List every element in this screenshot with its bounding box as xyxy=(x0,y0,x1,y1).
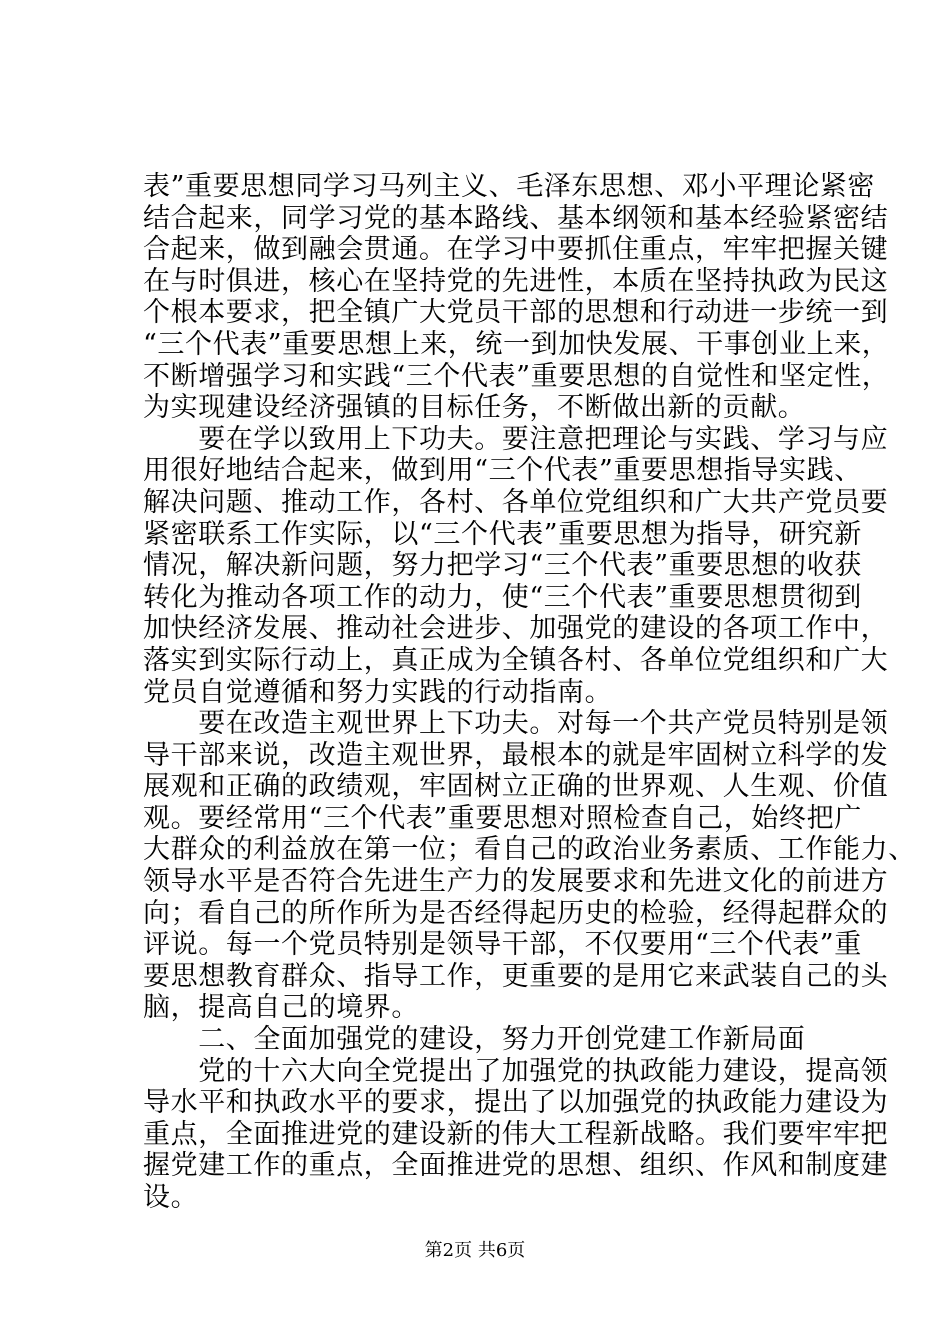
text-line: 向；看自己的所作所为是否经得起历史的检验，经得起群众的 xyxy=(143,897,889,929)
text-line: 用很好地结合起来，做到用“三个代表”重要思想指导实践、 xyxy=(143,455,862,487)
text-line: 解决问题、推动工作，各村、各单位党组织和广大共产党员要 xyxy=(143,486,889,518)
text-line: 展观和正确的政绩观，牢固树立正确的世界观、人生观、价值 xyxy=(143,771,889,803)
text-line: 要思想教育群众、指导工作，更重要的是用它来武装自己的头 xyxy=(143,960,889,992)
text-line: 情况，解决新问题，努力把学习“三个代表”重要思想的收获 xyxy=(143,550,862,582)
text-line: 领导水平是否符合先进生产力的发展要求和先进文化的前进方 xyxy=(143,866,889,898)
text-line: 脑，提高自己的境界。 xyxy=(143,992,419,1024)
text-line: 表”重要思想同学习马列主义、毛泽东思想、邓小平理论紧密 xyxy=(143,171,876,202)
text-line: 评说。每一个党员特别是领导干部，不仅要用“三个代表”重 xyxy=(143,929,862,961)
text-line: 握党建工作的重点，全面推进党的思想、组织、作风和制度建 xyxy=(143,1150,889,1182)
text-line: 在与时俱进，核心在坚持党的先进性，本质在坚持执政为民这 xyxy=(143,265,889,297)
text-line: 导干部来说，改造主观世界，最根本的就是牢固树立科学的发 xyxy=(143,739,889,771)
text-line: 党的十六大向全党提出了加强党的执政能力建设，提高领 xyxy=(143,1055,889,1087)
text-line: 加快经济发展、推动社会进步、加强党的建设的各项工作中， xyxy=(143,613,889,645)
text-line: 重点，全面推进党的建设新的伟大工程新战略。我们要牢牢把 xyxy=(143,1118,889,1150)
text-line: 结合起来，同学习党的基本路线、基本纲领和基本经验紧密结 xyxy=(143,202,889,234)
text-line: 转化为推动各项工作的动力，使“三个代表”重要思想贯彻到 xyxy=(143,581,862,613)
text-line: 要在学以致用上下功夫。要注意把理论与实践、学习与应 xyxy=(143,423,889,455)
text-line: 大群众的利益放在第一位；看自己的政治业务素质、工作能力、 xyxy=(143,834,916,866)
text-line: 观。要经常用“三个代表”重要思想对照检查自己，始终把广 xyxy=(143,802,862,834)
page-footer xyxy=(0,1240,950,1262)
text-line: 紧密联系工作实际，以“三个代表”重要思想为指导，研究新 xyxy=(143,518,862,550)
section-heading: 二、全面加强党的建设，努力开创党建工作新局面 xyxy=(143,1024,806,1056)
text-line: 为实现建设经济强镇的目标任务，不断做出新的贡献。 xyxy=(143,392,806,424)
text-line: 党员自觉遵循和努力实践的行动指南。 xyxy=(143,676,613,708)
text-line: 导水平和执政水平的要求，提出了以加强党的执政能力建设为 xyxy=(143,1087,889,1119)
text-line: 个根本要求，把全镇广大党员干部的思想和行动进一步统一到 xyxy=(143,297,889,329)
text-line: 落实到实际行动上，真正成为全镇各村、各单位党组织和广大 xyxy=(143,644,889,676)
page-indicator: 第2页 共6页 xyxy=(424,1240,526,1261)
text-line: “三个代表”重要思想上来，统一到加快发展、干事创业上来， xyxy=(143,328,890,360)
text-line: 要在改造主观世界上下功夫。对每一个共产党员特别是领 xyxy=(143,708,889,740)
text-line: 合起来，做到融会贯通。在学习中要抓住重点，牢牢把握关键 xyxy=(143,234,889,266)
text-line: 设。 xyxy=(143,1182,199,1213)
text-line: 不断增强学习和实践“三个代表”重要思想的自觉性和坚定性， xyxy=(143,360,890,392)
body-text xyxy=(143,171,916,1214)
